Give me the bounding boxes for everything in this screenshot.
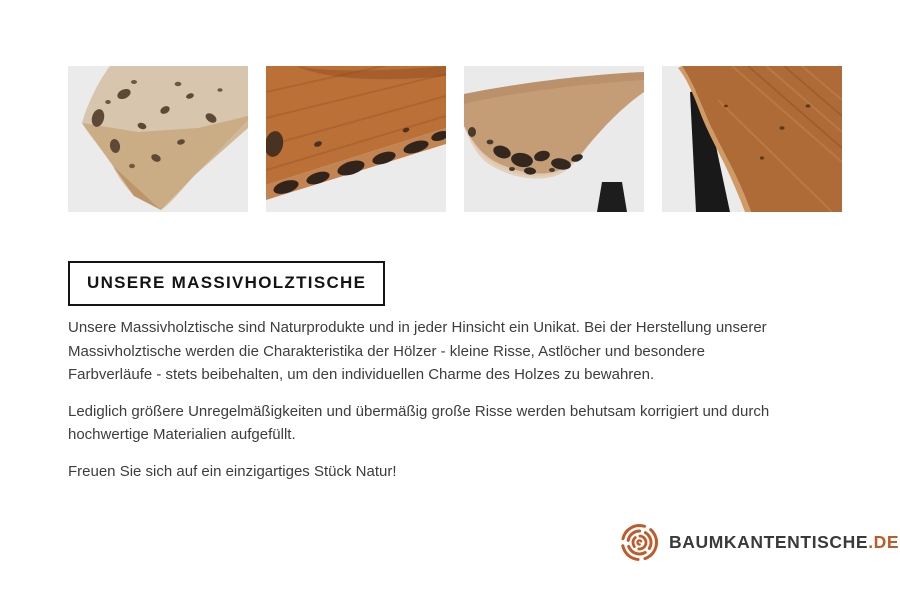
table-detail-photo-3 [464,66,644,212]
section-body-text [68,316,782,483]
paragraph-intro: Unsere Massivholztische sind Naturprodukte und in jeder Hinsicht ein Unikat. Bei der Herstellung unserer Massivholztische werden die Charakteristika der Hölzer - kleine Risse, Astlöcher und besondere Farbverläufe - stets beibehalten, um den individuellen Charme des Holzes zu bewahren. [68,319,767,383]
brand-name-text [669,532,899,553]
tan-tabletop-live-edge-black-leg-photo [464,66,644,212]
section-title: UNSERE MASSIVHOLZTISCHE [87,273,367,292]
orange-tabletop-live-edge-knotholes-photo [266,66,446,212]
table-detail-photo-4 [662,66,842,212]
brand-name: BAUMKANTENTISCHE [669,532,869,552]
light-wood-underside-knotholes-photo [68,66,248,212]
paragraph-corrections: Lediglich größere Unregelmäßigkeiten und übermäßig große Risse werden behutsam korrigiert und durch hochwertige Materialien aufgefüllt. [68,402,770,443]
tree-rings-icon [619,522,660,563]
table-detail-photo-1 [68,66,248,212]
product-photo-gallery [68,66,842,212]
tabletop-corner-angled-black-leg-photo [662,66,842,212]
brand-tld: .DE [868,532,900,552]
section-heading-box [68,261,385,306]
table-detail-photo-2 [266,66,446,212]
paragraph-closing: Freuen Sie sich auf ein einzigartiges Stück Natur! [68,462,397,480]
brand-logo[interactable] [619,522,899,563]
